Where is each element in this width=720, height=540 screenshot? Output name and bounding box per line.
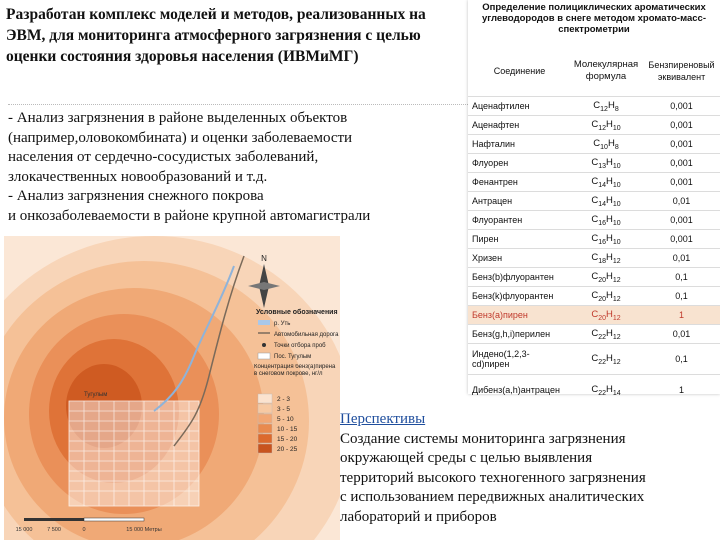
table-row <box>468 97 720 116</box>
formula: $C_{20}H_{12}$ <box>569 268 643 287</box>
pah-table-panel <box>468 0 720 397</box>
table-title: Определение полициклических ароматических углеводородов в снеге методом хромато-масс-спектрометрии <box>481 2 706 35</box>
scale-swatch <box>258 444 272 453</box>
table-row <box>468 116 720 135</box>
bap-equivalent: 1 <box>643 375 720 406</box>
table-row <box>468 135 720 154</box>
perspectives-line: окружающей среды с целью выявления <box>340 450 593 466</box>
scale-title: Концентрация бенз(а)пирена в снеговом покрове, нг/л <box>254 364 336 377</box>
scale-label: 5 - 10 <box>277 416 294 423</box>
city-label: Тугулым <box>84 392 108 398</box>
compound-name: Бенз(b)флуорантен <box>468 268 569 287</box>
formula: $C_{10}H_8$ <box>569 135 643 154</box>
bap-equivalent: 0,001 <box>643 154 720 173</box>
bap-equivalent: 0,01 <box>643 249 720 268</box>
formula: $C_{16}H_{10}$ <box>569 230 643 249</box>
table-row <box>468 375 720 406</box>
bap-equivalent: 0,001 <box>643 97 720 116</box>
scalebar-label: 0 <box>82 527 86 533</box>
perspectives-line: территорий высокого техногенного загрязнения <box>340 469 646 486</box>
perspectives-line: с использованием передвижных аналитических <box>340 489 645 505</box>
bullet-line: злокачественных новообразований и т.д. <box>8 168 268 185</box>
scale-swatch <box>258 434 272 443</box>
table-row <box>468 192 720 211</box>
formula: $C_{18}H_{12}$ <box>569 249 643 268</box>
legend-item: Пос. Тугулым <box>274 354 312 360</box>
perspectives-line: лабораторий и приборов <box>340 508 497 525</box>
compound-name: Нафталин <box>468 135 569 154</box>
table-row <box>468 230 720 249</box>
col-header-formula: Молекулярная формула <box>573 59 639 82</box>
compound-name: Хризен <box>468 249 569 268</box>
compound-name: Аценафтилен <box>468 97 569 116</box>
bap-equivalent: 0,01 <box>643 325 720 344</box>
table-row <box>468 287 720 306</box>
bullet-line: - Анализ загрязнения снежного покрова <box>8 188 264 204</box>
city-grid <box>69 401 199 506</box>
scale-label: 2 - 3 <box>277 396 291 403</box>
table-row <box>468 154 720 173</box>
bap-equivalent: 0,001 <box>643 135 720 154</box>
scale-label: 20 - 25 <box>277 446 298 453</box>
table-row-highlighted <box>468 306 720 325</box>
bap-equivalent: 0,001 <box>643 173 720 192</box>
formula: $C_{20}H_{12}$ <box>569 306 643 325</box>
compound-name: Бенз(a)пирен <box>468 306 569 325</box>
formula: $C_{14}H_{10}$ <box>569 173 643 192</box>
compound-name: Дибенз(a,h)антрацен <box>468 375 569 406</box>
bullet-line: и онкозаболеваемости в районе крупной автомагистрали <box>8 207 371 224</box>
formula: $C_{22}H_{12}$ <box>569 344 643 375</box>
pollution-map <box>4 236 340 540</box>
compound-name: Бенз(g,h,i)перилен <box>468 325 569 344</box>
legend-item: р. Уть <box>274 321 291 327</box>
perspectives-block <box>340 410 718 527</box>
bap-equivalent: 1 <box>643 306 720 325</box>
compound-name: Бенз(k)флуорантен <box>468 287 569 306</box>
formula: $C_{16}H_{10}$ <box>569 211 643 230</box>
scalebar-label: 7 500 <box>47 527 61 533</box>
formula: $C_{12}H_8$ <box>569 97 643 116</box>
perspectives-line: Создание системы мониторинга загрязнения <box>340 430 626 447</box>
analysis-bullets <box>8 104 468 226</box>
formula: $C_{13}H_{10}$ <box>569 154 643 173</box>
scalebar-label: 15 000 Метры <box>126 527 162 533</box>
formula: $C_{20}H_{12}$ <box>569 287 643 306</box>
table-row <box>468 249 720 268</box>
legend-title: Условные обозначения <box>256 309 338 316</box>
scale-swatch <box>258 404 272 413</box>
compound-name: Фенантрен <box>468 173 569 192</box>
col-header-bap: Бензпиреновый эквивалент <box>648 60 715 82</box>
bap-equivalent: 0,01 <box>643 192 720 211</box>
table-row <box>468 325 720 344</box>
compound-name: Пирен <box>468 230 569 249</box>
bullet-line: населения от сердечно-сосудистых заболеваний, <box>8 149 319 165</box>
scale-swatch <box>258 394 272 403</box>
compound-name: Аценафтен <box>468 116 569 135</box>
formula: $C_{22}H_{14}$ <box>569 375 643 406</box>
perspectives-title: Перспективы <box>340 411 426 427</box>
bap-equivalent: 0,001 <box>643 230 720 249</box>
formula: $C_{22}H_{12}$ <box>569 325 643 344</box>
table-header-row <box>468 46 720 97</box>
compound-name: Антрацен <box>468 192 569 211</box>
table-row <box>468 268 720 287</box>
bap-equivalent: 0,1 <box>643 344 720 375</box>
bullet-line: (например,оловокомбината) и оценки заболеваемости <box>8 129 353 146</box>
formula: $C_{14}H_{10}$ <box>569 192 643 211</box>
bap-equivalent: 0,1 <box>643 287 720 306</box>
slide-title: Разработан комплекс моделей и методов, реализованных на ЭВМ, для мониторинга атмосферного загрязнения с целью оценки состояния здоровья населения (ИВМиМГ) <box>6 6 426 65</box>
formula: $C_{12}H_{10}$ <box>569 116 643 135</box>
legend-item: Автомобильная дорога <box>274 332 339 338</box>
scale-label: 3 - 5 <box>277 406 291 413</box>
scale-label: 10 - 15 <box>277 426 298 433</box>
scale-swatch <box>258 424 272 433</box>
bap-equivalent: 0,001 <box>643 116 720 135</box>
scale-swatch <box>258 414 272 423</box>
bap-equivalent: 0,001 <box>643 211 720 230</box>
pah-table <box>468 46 720 405</box>
table-row <box>468 344 720 375</box>
compound-name: Флуорантен <box>468 211 569 230</box>
table-row <box>468 211 720 230</box>
bullet-line: - Анализ загрязнения в районе выделенных объектов <box>8 110 348 126</box>
scale-label: 15 - 20 <box>277 436 298 443</box>
bap-equivalent: 0,1 <box>643 268 720 287</box>
col-header-compound: Соединение <box>493 66 546 76</box>
table-row <box>468 173 720 192</box>
compass-label: N <box>261 254 267 263</box>
legend-item: Точки отбора проб <box>274 343 326 349</box>
compound-name: Флуорен <box>468 154 569 173</box>
scalebar-label: 15 000 <box>15 527 33 533</box>
compound-name: Индено(1,2,3-cd)пирен <box>468 344 569 375</box>
